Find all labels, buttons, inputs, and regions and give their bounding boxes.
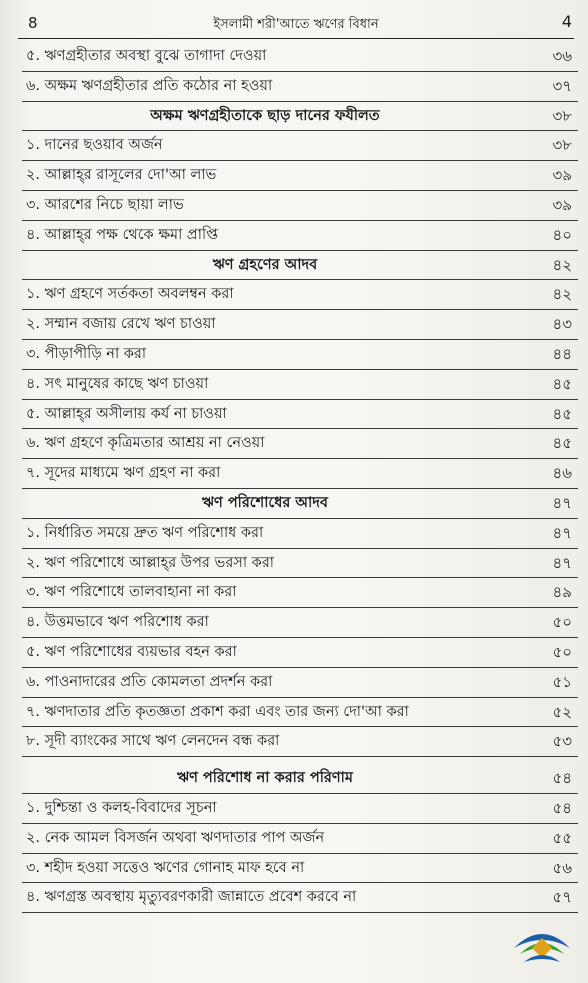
toc-heading-text: ঋণ পরিশোধের আদব	[202, 494, 328, 511]
toc-entry	[22, 794, 578, 824]
toc-page-number: ৫১	[552, 672, 572, 691]
toc-entry-text: ৬. অক্ষম ঋণগ্রহীতার প্রতি কঠোর না হওয়া	[26, 77, 273, 94]
toc-page-number: ৪৭	[552, 523, 572, 542]
toc-entry-text: ৭. সূদের মাধ্যমে ঋণ গ্রহণ না করা	[26, 465, 221, 482]
toc-page-number: ৫৩	[552, 732, 572, 751]
toc-entry	[22, 727, 578, 757]
toc-entry	[22, 280, 578, 310]
toc-entry	[22, 42, 578, 72]
table-of-contents	[22, 42, 578, 913]
toc-entry-text: ৫. ঋণ পরিশোধের ব্যয়ভার বহন করা	[26, 643, 237, 660]
toc-entry	[22, 370, 578, 400]
toc-entry-text: ১. নির্ধারিত সময়ে দ্রুত ঋণ পরিশোধ করা	[26, 524, 264, 541]
toc-page-number: ৪৩	[552, 315, 572, 334]
toc-page-number: ৪২	[552, 255, 572, 274]
toc-entry-text: ২. ঋণ পরিশোধে আল্লাহ্‌র উপর ভরসা করা	[26, 554, 275, 571]
toc-page-number: ৩৭	[552, 76, 572, 95]
toc-entry-text: ৫. ঋণগ্রহীতার অবস্থা বুঝে তাগাদা দেওয়া	[26, 48, 267, 64]
toc-entry	[22, 519, 578, 549]
toc-entry	[22, 429, 578, 459]
toc-entry-text: ১. দানের ছওয়াব অর্জন	[26, 137, 163, 154]
publisher-logo-icon	[510, 918, 574, 970]
toc-entry	[22, 824, 578, 854]
toc-entry-text: ৬. পাওনাদারের প্রতি কোমলতা প্রদর্শন করা	[26, 673, 273, 690]
toc-page-number: ৫২	[552, 702, 572, 721]
toc-entry	[22, 459, 578, 489]
toc-page-number: ৫৪	[552, 798, 572, 817]
toc-entry	[22, 549, 578, 579]
toc-page-number: ৫৪	[552, 769, 572, 788]
toc-page-number: ৪৭	[552, 493, 572, 512]
toc-section-heading	[22, 489, 578, 519]
toc-entry-text: ১. ঋণ গ্রহণে সর্তকতা অবলম্বন করা	[26, 286, 234, 303]
toc-section-heading	[22, 251, 578, 281]
running-header	[18, 8, 574, 39]
toc-entry	[22, 883, 578, 913]
toc-section-heading	[22, 102, 578, 132]
toc-entry-text: ৬. ঋণ গ্রহণে কৃত্রিমতার আশ্রয় না নেওয়া	[26, 435, 265, 452]
toc-page-number: ৪৪	[552, 344, 572, 363]
toc-entry	[22, 131, 578, 161]
toc-entry	[22, 191, 578, 221]
toc-entry-text: ৪. আল্লাহ্‌র পক্ষ থেকে ক্ষমা প্রাপ্তি	[26, 226, 219, 243]
toc-page-number: ৩৮	[552, 136, 572, 155]
toc-entry	[22, 310, 578, 340]
left-page-number: 8	[28, 14, 38, 32]
toc-entry-text: ২. আল্লাহ্‌র রাসূলের দো'আ লাভ	[26, 167, 217, 184]
right-page-number: 4	[561, 12, 572, 31]
toc-page-number: ৪৬	[552, 464, 572, 483]
running-title: ইসলামী শরী'আতে ঋণের বিধান	[213, 17, 379, 32]
toc-entry	[22, 668, 578, 698]
toc-entry	[22, 161, 578, 191]
toc-page-number: ৩৯	[552, 195, 572, 214]
toc-page-number: ৪৫	[552, 434, 572, 453]
toc-heading-text: অক্ষম ঋণগ্রহীতাকে ছাড় দানের ফযীলত	[150, 107, 380, 124]
toc-page-number: ৪০	[552, 225, 572, 244]
toc-page-number: ৫৭	[552, 888, 572, 907]
toc-entry-text: ১. দুশ্চিন্তা ও কলহ-বিবাদের সূচনা	[26, 799, 217, 816]
toc-entry	[22, 221, 578, 251]
toc-page-number: ৪৫	[552, 404, 572, 423]
toc-page-number: ৩৬	[552, 47, 572, 65]
toc-entry-text: ৩. পীড়াপীড়ি না করা	[26, 345, 147, 362]
toc-heading-text: ঋণ পরিশোধ না করার পরিণাম	[177, 770, 353, 787]
toc-entry-text: ৩. শহীদ হওয়া সত্তেও ঋণের গোনাহ মাফ হবে না	[26, 859, 305, 876]
toc-entry-text: ৩. ঋণ পরিশোধে তালবাহানা না করা	[26, 584, 237, 601]
toc-page-number: ৪৫	[552, 374, 572, 393]
toc-page-number: ৩৮	[552, 106, 572, 125]
toc-entry-text: ৭. ঋণদাতার প্রতি কৃতজ্ঞতা প্রকাশ করা এবং তার জন্য দো'আ করা	[26, 703, 409, 720]
toc-page-number: ৪২	[552, 285, 572, 304]
toc-page-number: ৪৭	[552, 553, 572, 572]
toc-entry-text: ৫. আল্লাহ্‌র অসীলায় কর্য না চাওয়া	[26, 405, 227, 422]
toc-entry	[22, 340, 578, 370]
toc-entry-text: ২. নেক আমল বিসর্জন অথবা ঋণদাতার পাপ অর্জন	[26, 829, 325, 846]
toc-entry-text: ২. সম্মান বজায় রেখে ঋণ চাওয়া	[26, 316, 216, 333]
toc-page-number: ৫৬	[552, 858, 572, 877]
toc-entry	[22, 854, 578, 884]
toc-page-number: ৫০	[552, 613, 572, 632]
toc-entry	[22, 608, 578, 638]
toc-page-number: ৪৯	[552, 583, 572, 602]
toc-page-number: ৫৫	[552, 828, 572, 847]
toc-page-number: ৫০	[552, 642, 572, 661]
toc-entry	[22, 72, 578, 102]
toc-section-heading	[22, 764, 578, 794]
toc-heading-text: ঋণ গ্রহণের আদব	[212, 256, 318, 273]
toc-entry	[22, 698, 578, 728]
toc-entry	[22, 400, 578, 430]
toc-entry	[22, 638, 578, 668]
toc-entry-text: ৪. ঋণগ্রস্ত অবস্থায় মৃত্যুবরণকারী জান্নাতে প্রবেশ করবে না	[26, 889, 357, 906]
toc-entry-text: ৪. উত্তমভাবে ঋণ পরিশোধ করা	[26, 614, 209, 631]
toc-page-number: ৩৯	[552, 166, 572, 185]
toc-entry-text: ৩. আরশের নিচে ছায়া লাভ	[26, 196, 184, 213]
toc-entry-text: ৪. সৎ মানুষের কাছে ঋণ চাওয়া	[26, 375, 209, 392]
toc-entry	[22, 578, 578, 608]
toc-entry-text: ৮. সূদী ব্যাংকের সাথে ঋণ লেনদেন বন্ধ করা	[26, 733, 280, 750]
